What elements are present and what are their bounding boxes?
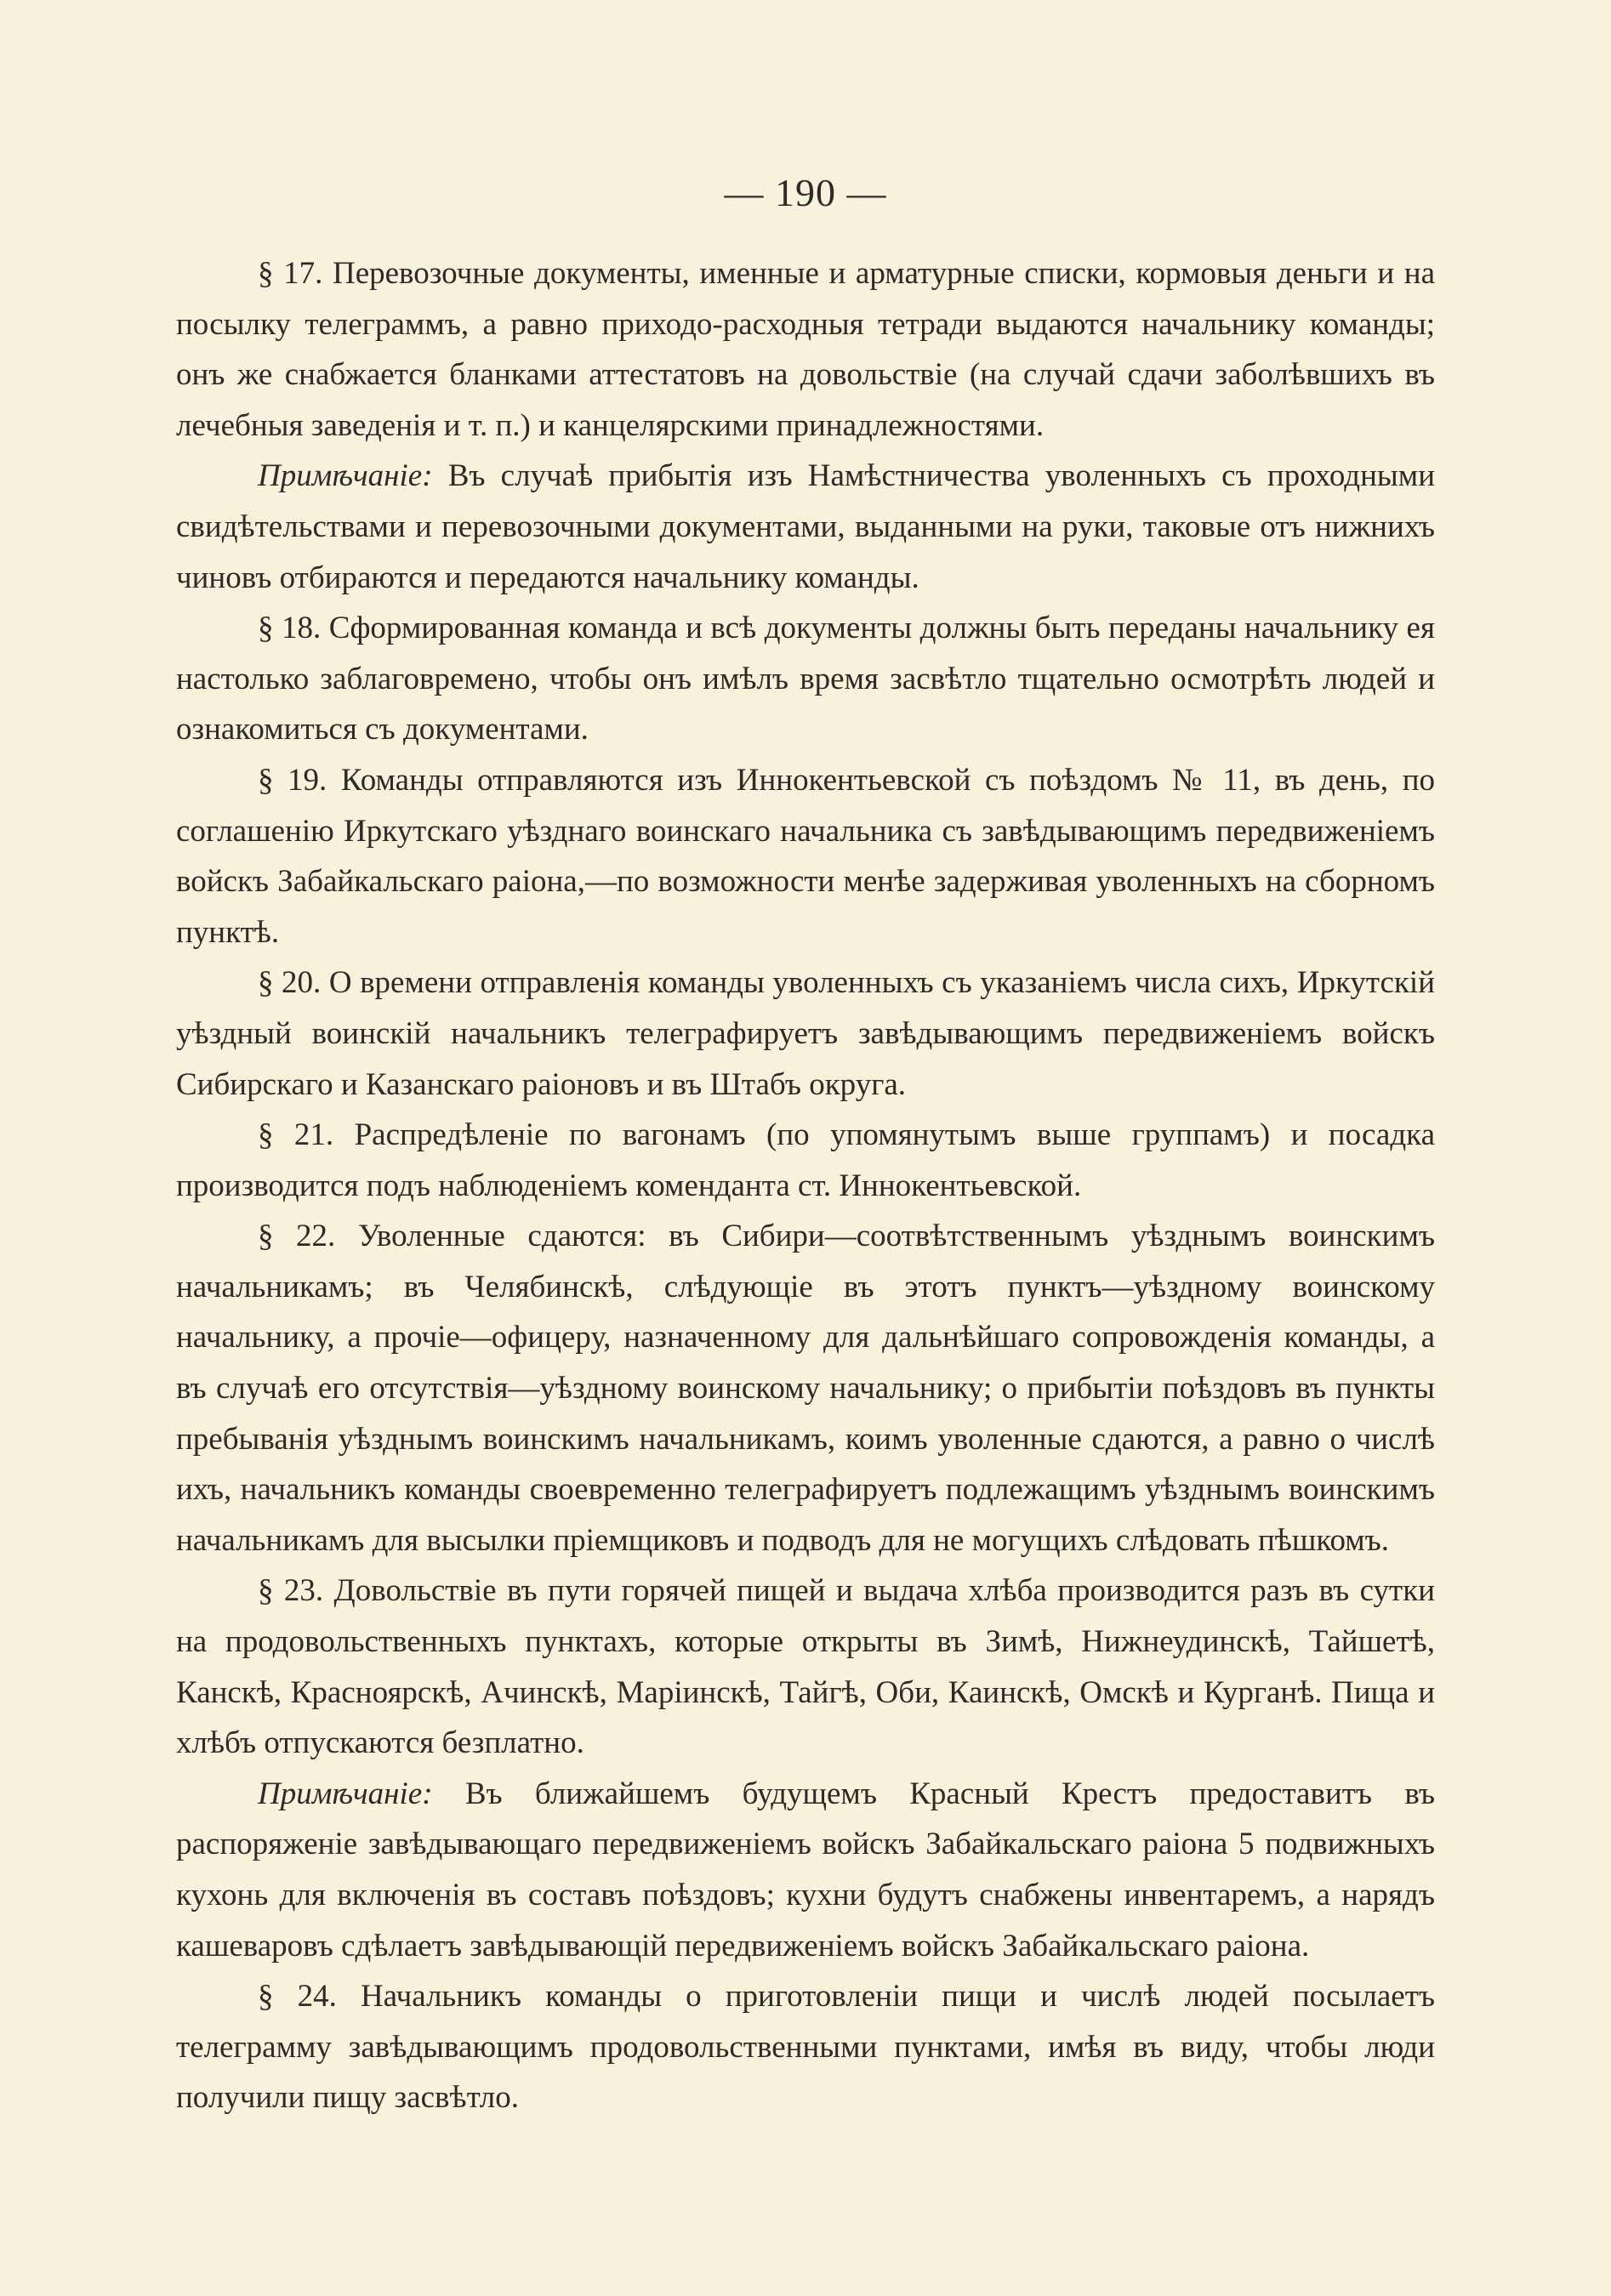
paragraph-section-19 <box>176 755 1435 958</box>
page-number: — 190 — <box>724 171 887 214</box>
paragraph-text: § 23. Довольствіе въ пути горячей пищей и выдача хлѣба производится разъ въ сутки на продовольственныхъ пунктахъ, которые открыты въ Зимѣ, Нижнеудинскѣ, Тайшетѣ, Канскѣ, Красноярскѣ, Ачинскѣ, Маріинскѣ, Тайгѣ, Оби, Каинскѣ, Омскѣ и Курганѣ. Пища и хлѣбъ отпускаются безплатно. <box>176 1573 1435 1761</box>
body-text <box>176 248 1435 2123</box>
paragraph-text: § 21. Распредѣленіе по вагонамъ (по упомянутымъ выше группамъ) и посадка производится подъ наблюденіемъ коменданта ст. Иннокентьевской. <box>176 1117 1435 1203</box>
paragraph-text: § 24. Начальникъ команды о приготовленіи пищи и числѣ людей посылаетъ телеграмму завѣдывающимъ продовольственными пунктами, имѣя въ виду, чтобы люди получили пищу засвѣтло. <box>176 1979 1435 2116</box>
paragraph-text: § 20. О времени отправленія команды уволенныхъ съ указаніемъ числа сихъ, Иркутскій уѣздный воинскій начальникъ телеграфируетъ завѣдывающимъ передвиженіемъ войскъ Сибирскаго и Казанскаго раіоновъ и въ Штабъ округа. <box>176 965 1435 1102</box>
paragraph-section-22 <box>176 1211 1435 1566</box>
note-label: Примѣчаніе: <box>258 1776 433 1811</box>
note-text: Въ случаѣ прибытія изъ Намѣстничества уволенныхъ съ проходными свидѣтельствами и перевозочными документами, выданными на руки, таковые отъ нижнихъ чиновъ отбираются и передаются начальнику команды. <box>176 458 1435 595</box>
note-paragraph <box>176 1769 1435 1971</box>
note-paragraph <box>176 451 1435 603</box>
paragraph-section-24 <box>176 1971 1435 2123</box>
paragraph-section-20 <box>176 958 1435 1110</box>
paragraph-text: § 19. Команды отправляются изъ Иннокентьевской съ поѣздомъ № 11, въ день, по соглашенію Иркутскаго уѣзднаго воинскаго начальника съ завѣдывающимъ передвиженіемъ войскъ Забайкальскаго раіона,—по возможности менѣе задерживая уволенныхъ на сборномъ пунктѣ. <box>176 762 1435 950</box>
paragraph-section-21 <box>176 1110 1435 1211</box>
paragraph-section-18 <box>176 603 1435 755</box>
paragraph-text: § 17. Перевозочные документы, именные и арматурные списки, кормовыя деньги и на посылку телеграммъ, а равно приходо-расходныя тетради выдаются начальнику команды; онъ же снабжается бланками аттестатовъ на довольствіе (на случай сдачи заболѣвшихъ въ лечебныя заведенія и т. п.) и канцелярскими принадлежностями. <box>176 256 1435 443</box>
paragraph-section-23 <box>176 1566 1435 1768</box>
paragraph-text: § 22. Уволенные сдаются: въ Сибири—соотвѣтственнымъ уѣзднымъ воинскимъ начальникамъ; въ Челябинскѣ, слѣдующіе въ этотъ пунктъ—уѣздному воинскому начальнику, а прочіе—офицеру, назначенному для дальнѣйшаго сопровожденія команды, а въ случаѣ его отсутствія—уѣздному воинскому начальнику; о прибытіи поѣздовъ въ пункты пребыванія уѣзднымъ воинскимъ начальникамъ, коимъ уволенные сдаются, а равно о числѣ ихъ, начальникъ команды своевременно телеграфируетъ подлежащимъ уѣзднымъ воинскимъ начальникамъ для высылки пріемщиковъ и подводъ для не могущихъ слѣдовать пѣшкомъ. <box>176 1219 1435 1558</box>
paragraph-text: § 18. Сформированная команда и всѣ документы должны быть переданы начальнику ея настолько заблаговремено, чтобы онъ имѣлъ время засвѣтло тщательно осмотрѣть людей и ознакомиться съ документами. <box>176 611 1435 747</box>
note-text: Въ ближайшемъ будущемъ Красный Крестъ предоставитъ въ распоряженіе завѣдывающаго передвиженіемъ войскъ Забайкальскаго раіона 5 подвижныхъ кухонь для включенія въ составъ поѣздовъ; кухни будутъ снабжены инвентаремъ, а нарядъ кашеваровъ сдѣлаетъ завѣдывающій передвиженіемъ войскъ Забайкальскаго раіона. <box>176 1776 1436 1964</box>
note-label: Примѣчаніе: <box>258 458 433 494</box>
paragraph-section-17 <box>176 248 1435 451</box>
